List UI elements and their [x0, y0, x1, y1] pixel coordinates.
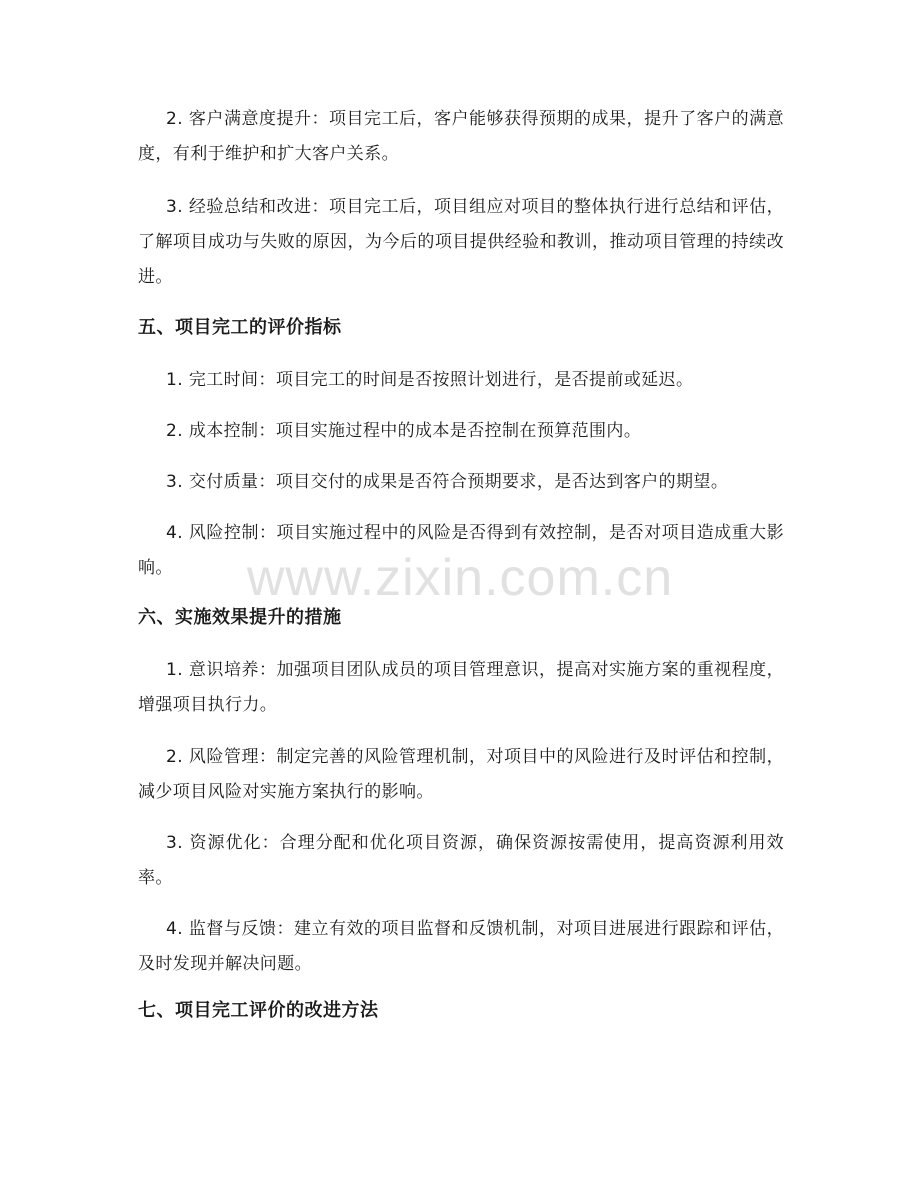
- watermark: www.zixin.com.cn: [246, 549, 674, 607]
- paragraph-delivery-quality: 3. 交付质量：项目交付的成果是否符合预期要求，是否达到客户的期望。: [166, 472, 729, 492]
- section-heading-seven: 七、项目完工评价的改进方法: [138, 1000, 379, 1021]
- paragraph-experience: 3. 经验总结和改进：项目完工后，项目组应对项目的整体执行进行总结和评估，了解项目成功与失败的原因，为今后的项目提供经验和教训，推动项目管理的持续改进。: [138, 197, 784, 287]
- section-heading-six: 六、实施效果提升的措施: [138, 607, 342, 628]
- paragraph-supervision: 4. 监督与反馈：建立有效的项目监督和反馈机制，对项目进展进行跟踪和评估，及时发现并解决问题。: [138, 919, 784, 974]
- paragraph-resource-optimization: 3. 资源优化：合理分配和优化项目资源，确保资源按需使用，提高资源利用效率。: [138, 833, 784, 888]
- section-heading-five: 五、项目完工的评价指标: [138, 317, 342, 338]
- paragraph-completion-time: 1. 完工时间：项目完工的时间是否按照计划进行，是否提前或延迟。: [166, 370, 694, 390]
- paragraph-satisfaction: 2. 客户满意度提升：项目完工后，客户能够获得预期的成果，提升了客户的满意度，有利于维护和扩大客户关系。: [138, 109, 784, 164]
- paragraph-risk-control: 4. 风险控制：项目实施过程中的风险是否得到有效控制，是否对项目造成重大影响。: [138, 523, 784, 578]
- paragraph-awareness: 1. 意识培养：加强项目团队成员的项目管理意识，提高对实施方案的重视程度，增强项目执行力。: [138, 660, 784, 715]
- paragraph-risk-management: 2. 风险管理：制定完善的风险管理机制，对项目中的风险进行及时评估和控制，减少项目风险对实施方案执行的影响。: [138, 747, 784, 802]
- paragraph-cost-control: 2. 成本控制：项目实施过程中的成本是否控制在预算范围内。: [166, 421, 642, 441]
